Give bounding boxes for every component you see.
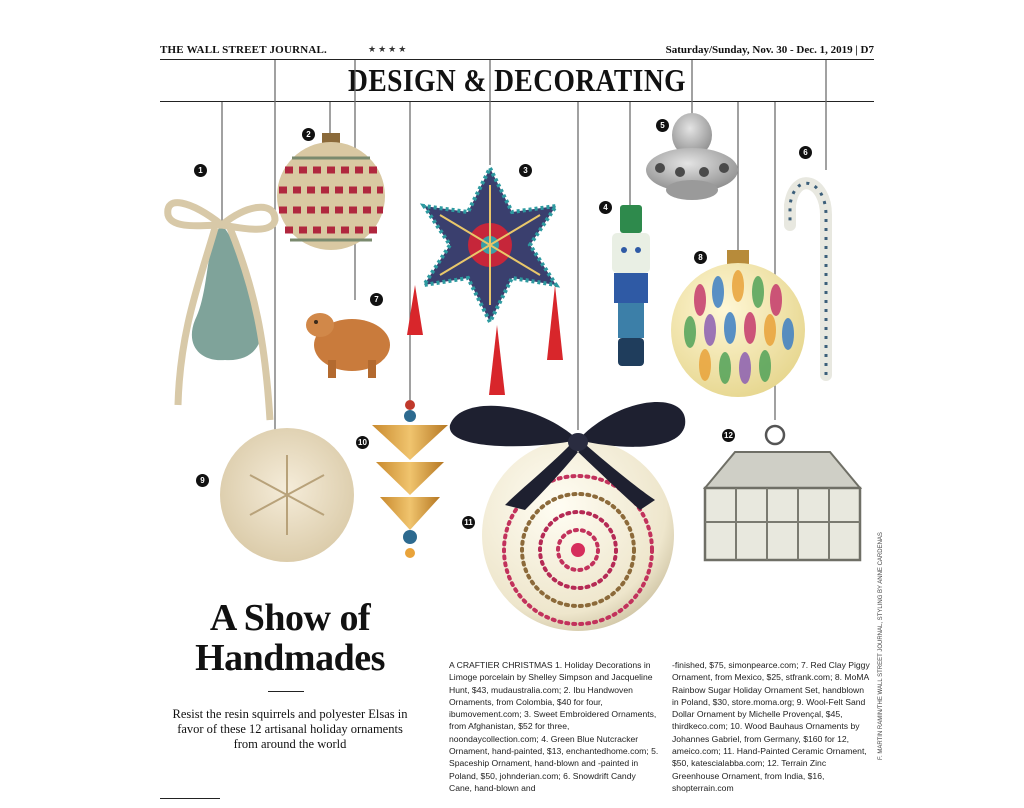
item-number-11: 11: [462, 516, 475, 529]
item-number-10: 10: [356, 436, 369, 449]
headline: [160, 598, 420, 678]
item-number-12: 12: [722, 429, 735, 442]
item-number-7: 7: [370, 293, 383, 306]
item-number-9: 9: [196, 474, 209, 487]
ornament-9-felt-sand-dollar: [220, 428, 354, 562]
masthead-stars: ★★★★: [368, 44, 409, 54]
masthead: THE WALL STREET JOURNAL.: [160, 44, 328, 56]
caption-column-2: -finished, $75, simonpearce.com; 7. Red Clay Piggy Ornament, from Mexico, $25, stfrank.com; 8. MoMA Rainbow Sugar Holiday Ornament Set, handblown in Poland, $30, store.moma.org; 9. Wool-Felt Sand Dollar Ornament by Michelle Provençal, $45, thirdkeco.com; 10. Wood Bauhaus Ornaments by Johannes Gabriel, from Germany, $160 for 12, ameico.com; 11. Hand-Painted Ceramic Ornament, $50, katescialabba.com; 12. Terrain Zinc Greenhouse Ornament, from India, $16, shopterrain.com: [672, 660, 870, 793]
issue-date: Saturday/Sunday, Nov. 30 - Dec. 1, 2019 | D7: [665, 44, 874, 56]
headline-line-2: Handmades: [195, 637, 385, 679]
headline-rule: [268, 691, 304, 692]
ornament-8-rainbow-ball: [671, 250, 805, 397]
headline-line-1: A Show of: [209, 597, 371, 639]
section-title: DESIGN & DECORATING: [348, 62, 686, 98]
item-number-5: 5: [656, 119, 669, 132]
photo-credit: F. MARTIN RAMIN/THE WALL STREET JOURNAL, STYLING BY ANNE CARDENAS: [878, 532, 884, 760]
ornament-10-wood-bauhaus: [372, 400, 448, 558]
ornament-12-greenhouse: [705, 426, 860, 560]
ornament-11-ceramic-ball: [450, 402, 685, 631]
ornament-3-embroidered-star: [407, 168, 563, 395]
item-number-2: 2: [302, 128, 315, 141]
caption-column-1: A CRAFTIER CHRISTMAS 1. Holiday Decorations in Limoge porcelain by Shelley Simpson and Jacqueline Hunt, $43, mudaustralia.com; 2. Ibu Handwoven Ornaments, from Colombia, $40 for four, ibumovement.com; 3. Sweet Embroidered Ornaments, from Afghanistan, $52 for three, noondaycollection.com; 4. Green Blue Nutcracker Ornament, hand-painted, $13, enchantedhome.com; 5. Spaceship Ornament, hand-blown and -painted in Poland, $50, johnderian.com; 6. Snowdrift Candy Cane, hand-blown and: [449, 660, 659, 793]
dek: Resist the resin squirrels and polyester Elsas in favor of these 12 artisanal holiday ornaments from around the world: [172, 707, 408, 751]
ornament-1-pear: [168, 203, 275, 420]
item-number-8: 8: [694, 251, 707, 264]
ornament-2-woven-ball: [277, 133, 385, 250]
item-number-3: 3: [519, 164, 532, 177]
bottom-rule: [160, 798, 220, 799]
item-number-1: 1: [194, 164, 207, 177]
ornament-7-clay-pig: [306, 313, 390, 378]
item-number-6: 6: [799, 146, 812, 159]
item-number-4: 4: [599, 201, 612, 214]
ornament-4-nutcracker: [612, 205, 650, 366]
